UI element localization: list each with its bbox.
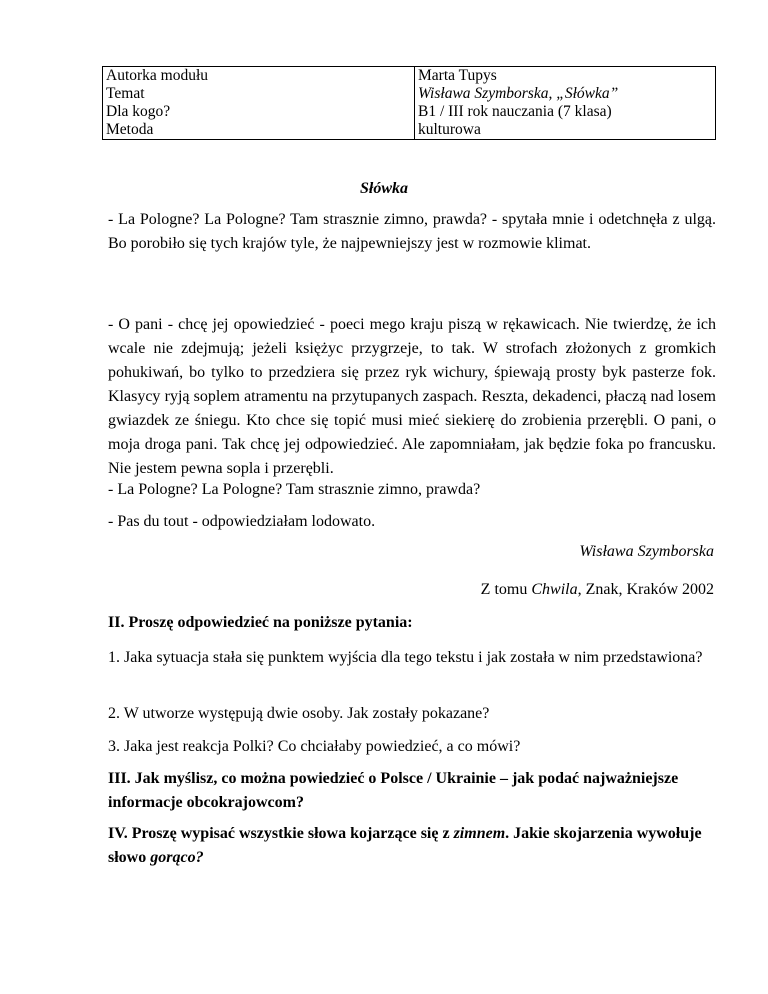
table-row <box>103 85 716 103</box>
question-item: 1. Jaka sytuacja stała się punktem wyjścia dla tego tekstu i jak została w nim przedstawiona? <box>108 649 703 666</box>
heading-text: IV. Proszę wypisać wszystkie słowa kojarzące się z <box>108 825 454 842</box>
source-suffix: , Znak, Kraków 2002 <box>577 581 714 598</box>
poem-paragraph: - Pas du tout - odpowiedziałam lodowato. <box>108 513 376 530</box>
section-2-heading: II. Proszę odpowiedzieć na poniższe pytania: <box>108 614 413 631</box>
source-book: Chwila <box>531 581 578 598</box>
question-item: 2. W utworze występują dwie osoby. Jak zostały pokazane? <box>108 705 490 722</box>
heading-italic-word: gorąco? <box>150 849 204 866</box>
table-row <box>103 121 716 140</box>
table-row <box>103 67 716 86</box>
table-label: Autorka modułu <box>103 67 415 86</box>
poem-paragraph: - O pani - chcę jej opowiedzieć - poeci mego kraju piszą w rękawicach. Nie twierdzę, że ich wcale nie zdejmują; jeżeli księżyc przygrzeje, to tak. W strofach złożonych z gromkich pohukiwań, bo tylko to przedziera się przez ryk wichury, śpiewają prosty byk pasterze fok. Klasycy ryją soplem atramentu na przytupanych zaspach. Reszta, dekadenci, płaczą nad losem gwiazdek ze śniegu. Kto chce się topić musi mieć siekierę do zrobienia przerębli. O pani, o moja droga pani. Tak chcę jej odpowiedzieć. Ale zapomniałam, jak będzie foka po francusku. Nie jestem pewna sopla i przerębli. <box>108 316 716 477</box>
poem-source <box>481 578 714 602</box>
section-4-heading <box>108 822 716 870</box>
question-item: 3. Jaka jest reakcja Polki? Co chciałaby powiedzieć, a co mówi? <box>108 738 521 755</box>
table-value: kulturowa <box>415 121 716 140</box>
section-3-heading: III. Jak myślisz, co można powiedzieć o Polsce / Ukrainie – jak podać najważniejsze informacje obcokrajowcom? <box>108 770 679 811</box>
table-row <box>103 103 716 121</box>
table-label: Metoda <box>103 121 415 140</box>
poem-paragraph: - La Pologne? La Pologne? Tam strasznie zimno, prawda? - spytała mnie i odetchnęła z ulgą. Bo porobiło się tych krajów tyle, że najpewniejszy jest w rozmowie klimat. <box>108 211 716 252</box>
table-value: Marta Tupys <box>415 67 716 86</box>
poem-title: Słówka <box>359 180 408 197</box>
poem-paragraph: - La Pologne? La Pologne? Tam strasznie zimno, prawda? <box>108 481 481 498</box>
table-label: Dla kogo? <box>103 103 415 121</box>
heading-italic-word: zimnem <box>453 825 506 842</box>
table-value: Wisława Szymborska, „Słówka” <box>415 85 716 103</box>
table-value: B1 / III rok nauczania (7 klasa) <box>415 103 716 121</box>
source-prefix: Z tomu <box>480 581 532 598</box>
heading-text: . Jakie skojarzenia wywołuje słowo <box>108 825 702 866</box>
module-info-table <box>102 66 716 140</box>
poem-author: Wisława Szymborska <box>579 543 714 560</box>
table-label: Temat <box>103 85 415 103</box>
